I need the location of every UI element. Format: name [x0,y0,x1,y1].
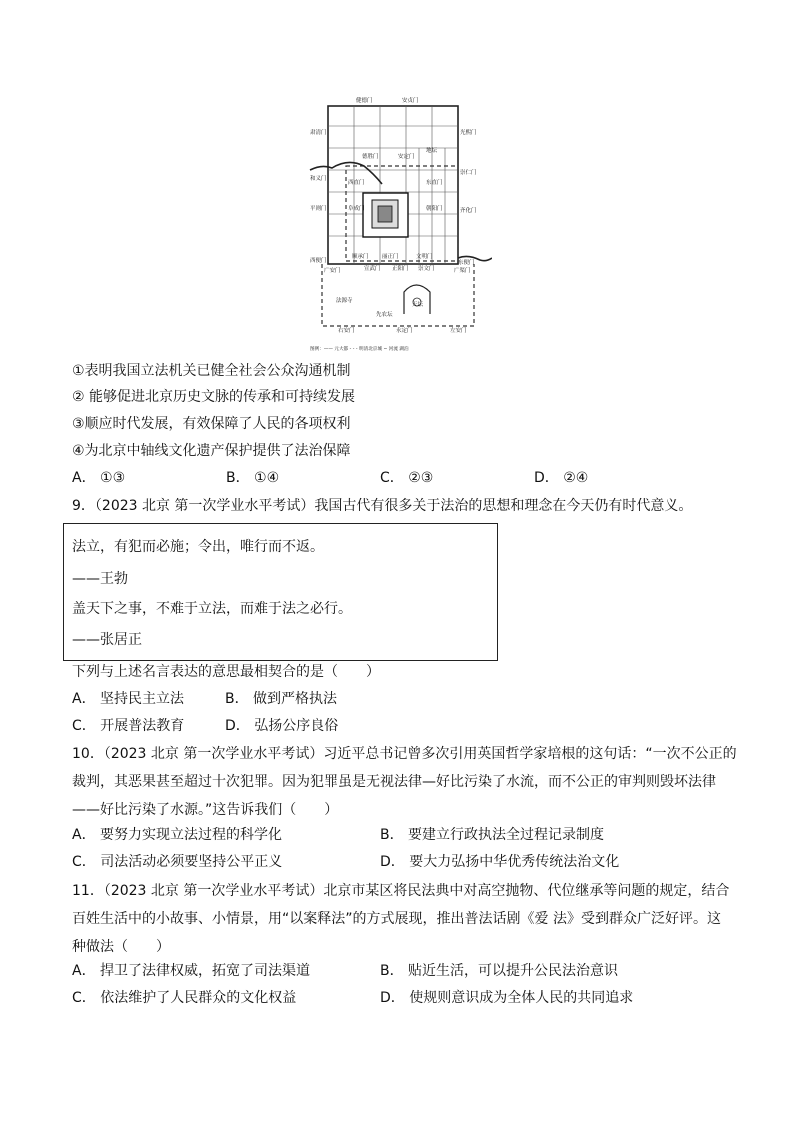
option-d[interactable]: D． 要大力弘扬中华优秀传统法治文化 [380,854,620,870]
gate-label: 齐化门 [460,208,477,214]
gate-label: 文明门 [416,254,433,260]
place-label: 天坛 [412,302,424,308]
option-d[interactable]: D． ②④ [534,470,589,486]
gate-label: 和义门 [310,176,327,182]
stem-line: 11．（2023 北京 第一次学业水平考试）北京市某区将民法典中对高空抛物、代位继承等问题的规定，结合 [72,883,730,899]
ming-qing-outer-city [322,264,474,326]
map-drawing [308,88,492,356]
gate-label: 平则门 [310,206,327,212]
option-b[interactable]: B． 贴近生活，可以提升公民法治意识 [380,963,619,979]
quote-author: ——王勃 [72,571,128,587]
option-a[interactable]: A． 坚持民主立法 [72,691,185,707]
map-legend: 图例：—— 元大都 - - - 明清北京城 ∽ 河流 湖泊 [310,347,409,352]
option-d[interactable]: D． 弘扬公序良俗 [225,718,339,734]
q9-stem: 9．（2023 北京 第一次学业水平考试）我国古代有很多关于法治的思想和理念在今天仍有时代意义。 [72,498,693,514]
beijing-city-map [308,88,492,356]
gate-label: 正阳门 [392,266,409,272]
q11-stem [72,877,730,961]
gate-label: 阜成门 [348,206,365,212]
gate-label: 安定门 [398,154,415,160]
stem-line: 百姓生活中的小故事、小情景，用“以案释法”的方式展现，推出普法话剧《爱 法》受到群众广泛好评。这 [72,911,721,927]
statement-4: ④为北京中轴线文化遗产保护提供了法治保障 [72,443,351,459]
option-b[interactable]: B． 要建立行政执法全过程记录制度 [380,827,605,843]
stem-line: ——好比污染了水源。”这告诉我们（ ） [72,802,339,818]
gate-label: 右安门 [338,328,355,334]
gate-label: 广安门 [324,268,341,274]
gate-label: 西便门 [310,258,327,264]
gate-label: 东便门 [458,260,475,266]
statement-2: ② 能够促进北京历史文脉的传承和可持续发展 [72,389,355,405]
stem-line: 种做法（ ） [72,939,170,955]
gate-label: 光熙门 [460,130,477,136]
gate-label: 左安门 [450,328,467,334]
option-b[interactable]: B． 做到严格执法 [225,691,338,707]
stem-line: 裁判，其恶果甚至超过十次犯罪。因为犯罪虽是无视法律—好比污染了水流，而不公正的审判则毁坏法律 [72,774,716,790]
gate-label: 顺承门 [352,254,369,260]
quote-text: 法立，有犯而必施；令出，唯行而不返。 [72,539,324,555]
quote-author: ——张居正 [72,632,142,648]
gate-label: 西直门 [348,180,365,186]
option-b[interactable]: B． ①④ [226,470,280,486]
gate-label: 肃清门 [310,130,327,136]
quote-box [63,523,498,661]
option-c[interactable]: C． ②③ [380,470,434,486]
option-c[interactable]: C． 司法活动必须要坚持公平正义 [72,854,283,870]
option-c[interactable]: C． 开展普法教育 [72,718,185,734]
statement-1: ①表明我国立法机关已健全社会公众沟通机制 [72,363,351,379]
statement-3: ③顺应时代发展，有效保障了人民的各项权利 [72,416,351,432]
quote-text: 盖天下之事，不难于立法，而难于法之必行。 [72,601,352,617]
gate-label: 安贞门 [402,98,419,104]
q9-question: 下列与上述名言表达的意思最相契合的是（ ） [72,664,380,680]
gate-label: 健德门 [356,98,373,104]
gate-label: 崇仁门 [460,170,477,176]
option-d[interactable]: D． 使规则意识成为全体人民的共同追求 [380,990,634,1006]
gate-label: 德胜门 [362,154,379,160]
stem-line: 10．（2023 北京 第一次学业水平考试）习近平总书记曾多次引用英国哲学家培根的这句话：“一次不公正的 [72,746,737,762]
place-label: 先农坛 [376,312,393,318]
gate-label: 永定门 [396,328,413,334]
gate-label: 东直门 [426,180,443,186]
option-a[interactable]: A． 捍卫了法律权威，拓宽了司法渠道 [72,963,311,979]
place-label: 法源寺 [336,298,353,304]
option-a[interactable]: A． 要努力实现立法过程的科学化 [72,827,283,843]
temple-of-heaven [404,285,430,314]
gate-label: 丽正门 [382,254,399,260]
gate-label: 崇文门 [418,266,435,272]
place-label: 地坛 [426,148,438,154]
gate-label: 广渠门 [454,268,471,274]
q10-stem [72,740,737,824]
gate-label: 宣武门 [364,266,381,272]
option-c[interactable]: C． 依法维护了人民群众的文化权益 [72,990,297,1006]
gate-label: 朝阳门 [426,206,443,212]
option-a[interactable]: A． ①③ [72,470,126,486]
